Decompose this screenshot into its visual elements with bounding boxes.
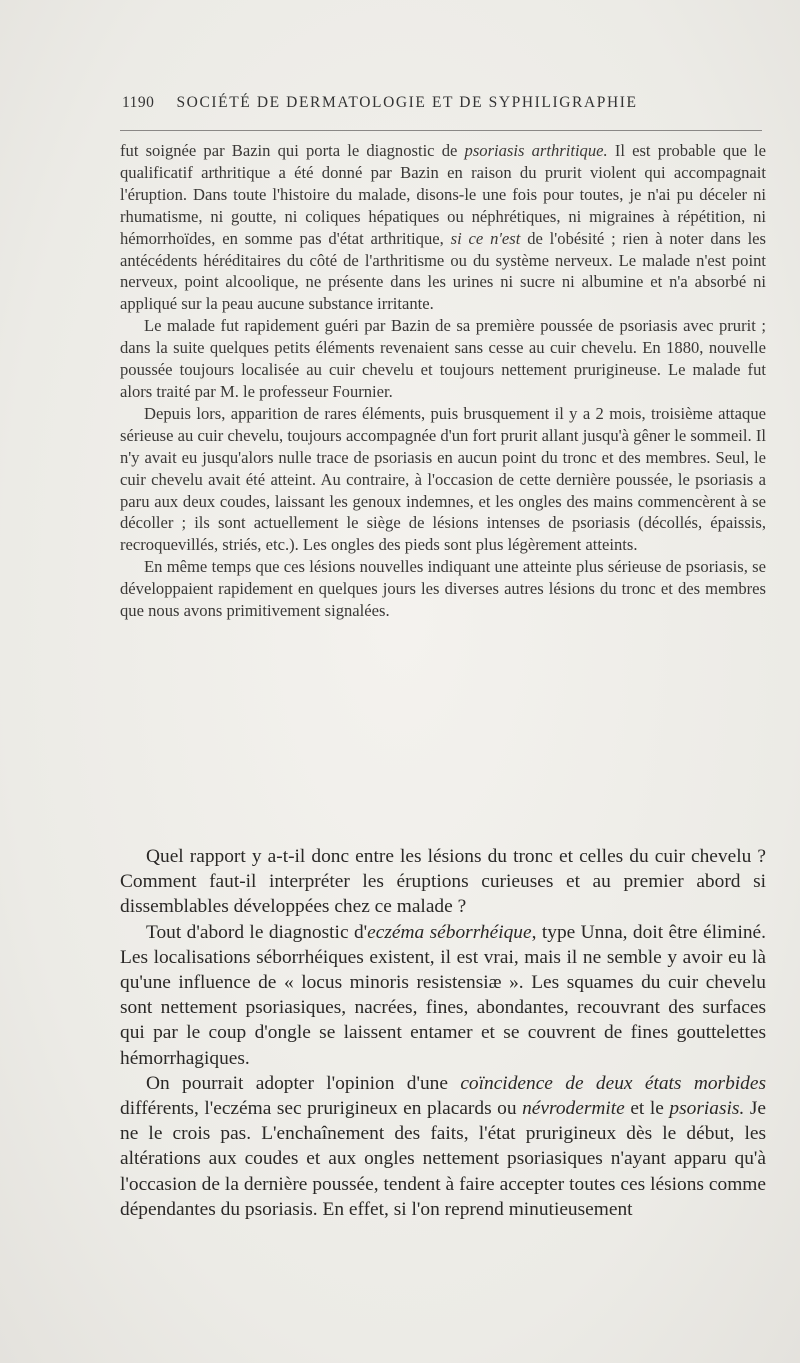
italic-term: si ce n'est	[450, 228, 521, 248]
page-number: 1190	[122, 94, 155, 111]
text-run: Il est probable que le qualificatif arthritique a été donné par Bazin en raison du prurit violent qui accompagnait l'éruption. Dans toute l'histoire du malade, disons-le une fois pour toutes, je n'ai pu déceler ni rhumatisme, ni goutte, ni coliques hépatiques ou néphrétiques, ni migraines à répétition, ni hémorrhoïdes, en somme pas d'état arthritique,	[120, 141, 766, 248]
italic-term: psoriasis.	[669, 1098, 745, 1120]
header-rule	[120, 130, 762, 131]
paragraph: En même temps que ces lésions nouvelles indiquant une atteinte plus sérieuse de psoriasis, se développaient rapidement en quelques jours les diverses autres lésions du tronc et des membres que nous avons primitivement signalées.	[120, 557, 766, 621]
running-header	[122, 94, 762, 112]
text-run: différents, l'eczéma sec prurigineux en placards ou	[120, 1098, 523, 1120]
paragraph: Le malade fut rapidement guéri par Bazin de sa première poussée de psoriasis avec prurit ; dans la suite quelques petits éléments revenaient sans cesse au cuir chevelu. En 1880, nouvelle poussée toujours localisée au cuir chevelu et toujours nettement prurigineuse. Le malade fut alors traité par M. le professeur Fournier.	[120, 316, 766, 401]
text-run: Je ne le crois pas. L'enchaînement des faits, l'état prurigineux dès le début, les altérations aux coudes et aux ongles nettement psoriasiques n'ayant apparu qu'à l'occasion de la dernière poussée, tendent à faire accepter toutes ces lésions comme dépendantes du psoriasis. En effet, si l'on reprend minutieusement	[120, 1098, 767, 1220]
discussion-text	[120, 844, 766, 1222]
italic-term: eczéma séborrhéique	[367, 921, 532, 943]
text-run: de l'obésité ; rien à noter dans les antécédents héréditaires du côté de l'arthritisme ou du système nerveux. Le malade n'est point nerveux, point alcoolique, ne présente dans les urines ni sucre ni albumine et n'a absorbé ni appliqué sur la peau aucune substance irritante.	[120, 228, 767, 314]
text-run: fut soignée par Bazin qui porta le diagnostic de	[120, 141, 465, 160]
italic-term: névrodermite	[522, 1098, 625, 1120]
italic-term: coïncidence de deux états morbides	[460, 1072, 767, 1094]
paragraph	[120, 920, 766, 1071]
text-run: On pourrait adopter l'opinion d'une	[146, 1072, 461, 1094]
text-run: et le	[624, 1098, 670, 1120]
paragraph: Depuis lors, apparition de rares éléments, puis brusquement il y a 2 mois, troisième attaque sérieuse au cuir chevelu, toujours accompagnée d'un fort prurit allant jusqu'à gêner le sommeil. Il n'y avait eu jusqu'alors nulle trace de psoriasis en aucun point du tronc et des membres. Seul, le cuir chevelu avait été atteint. Au contraire, à l'occasion de cette dernière poussée, le psoriasis a paru aux deux coudes, laissant les genoux indemnes, et les ongles des mains commencèrent à se décoller ; ils sont actuellement le siège de lésions intenses de psoriasis (décollés, épaissis, recroquevillés, striés, etc.). Les ongles des pieds sont plus légèrement atteints.	[120, 403, 766, 555]
paragraph	[120, 1071, 766, 1222]
text-run: Tout d'abord le diagnostic d'	[146, 921, 368, 943]
italic-term: psoriasis arthritique.	[464, 141, 608, 160]
text-run: , type Unna, doit être éliminé. Les localisations séborrhéiques existent, il est vrai, mais il ne semble y avoir eu là qu'une influence de « locus minoris resistensiæ ». Les squames du cuir chevelu sont nettement psoriasiques, nacrées, fines, abondantes, recouvrant des surfaces qui par le coup d'ongle se laissent entamer et se couvrent de fines gouttelettes hémorrhagiques.	[120, 921, 766, 1069]
running-title: SOCIÉTÉ DE DERMATOLOGIE ET DE SYPHILIGRAPHIE	[176, 94, 638, 111]
paragraph: Quel rapport y a-t-il donc entre les lésions du tronc et celles du cuir chevelu ? Comment faut-il interpréter les éruptions curieuses et au premier abord si dissemblables développées chez ce malade ?	[120, 846, 766, 918]
case-history-text	[120, 140, 766, 622]
paragraph	[120, 140, 766, 315]
